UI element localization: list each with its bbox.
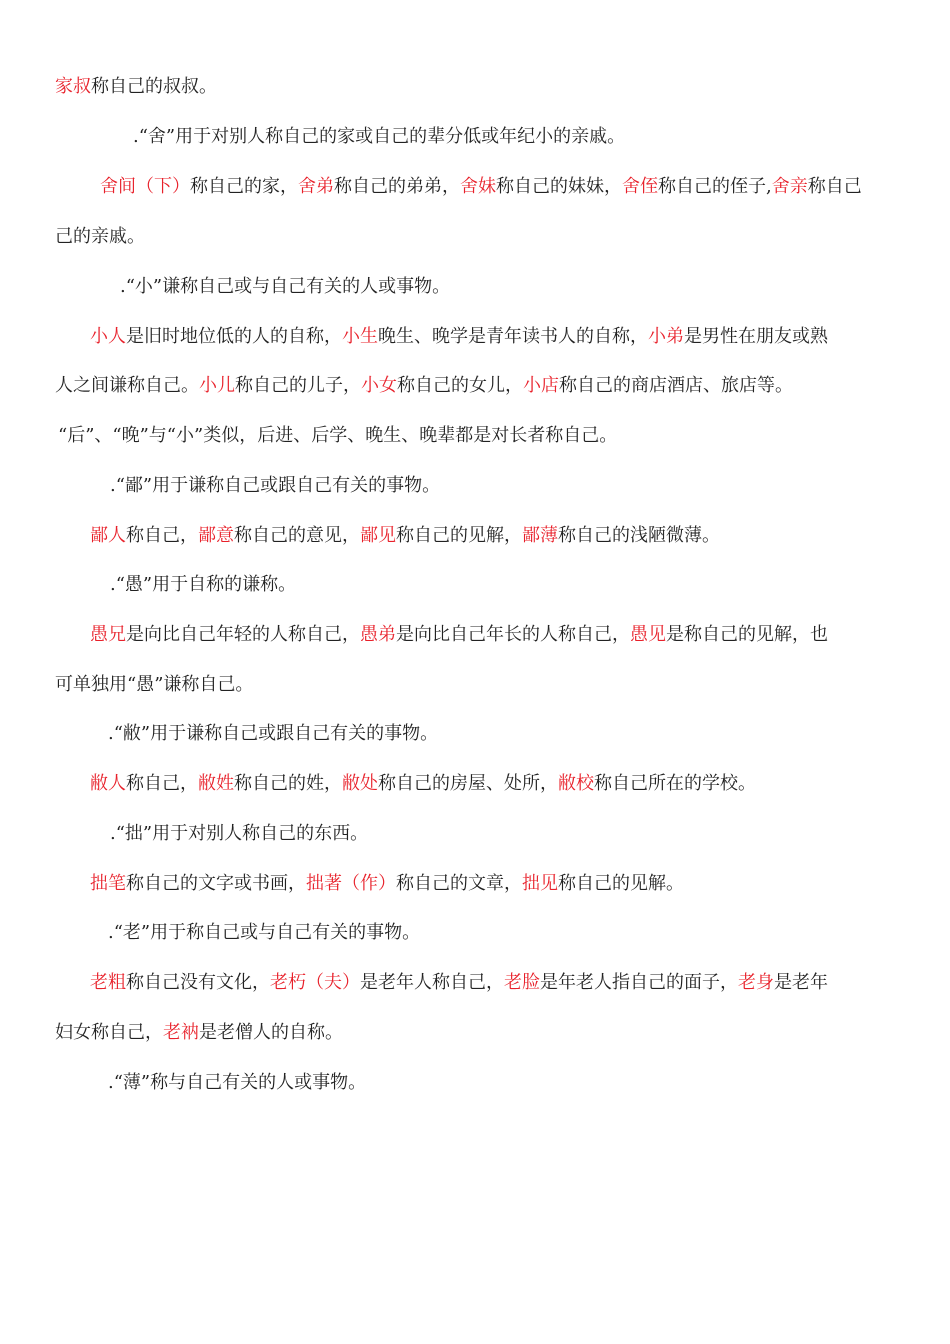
text-segment: 称自己 xyxy=(807,176,862,197)
highlighted-term: 老身 xyxy=(738,972,774,993)
text-segment: 晚生、晚学是青年读书人的自称， xyxy=(378,326,648,347)
text-segment: .“拙”用于对别人称自己的东西。 xyxy=(110,823,369,844)
highlighted-term: 小店 xyxy=(523,375,559,396)
text-segment: .“老”用于称自己或与自己有关的事物。 xyxy=(108,922,421,943)
text-segment: 是老年人称自己， xyxy=(360,972,504,993)
highlighted-term: 敝处 xyxy=(342,773,378,794)
text-segment: 称自己的叔叔。 xyxy=(91,76,217,97)
text-line xyxy=(0,673,950,697)
text-segment: 人之间谦称自己。 xyxy=(55,375,199,396)
highlighted-term: 鄙意 xyxy=(198,525,234,546)
highlighted-term: 敝人 xyxy=(90,773,126,794)
highlighted-term: 舍弟 xyxy=(298,176,334,197)
text-segment: 妇女称自己， xyxy=(55,1022,163,1043)
text-line xyxy=(0,1021,950,1045)
text-segment: 是向比自己年轻的人称自己， xyxy=(126,624,360,645)
highlighted-term: 舍侄 xyxy=(622,176,658,197)
highlighted-term: 敝姓 xyxy=(198,773,234,794)
text-line xyxy=(0,175,950,199)
text-line xyxy=(0,125,950,149)
text-line xyxy=(0,623,950,647)
text-segment: 称自己的女儿， xyxy=(397,375,523,396)
highlighted-term: 鄙人 xyxy=(90,525,126,546)
text-segment: 称自己的意见， xyxy=(234,525,360,546)
highlighted-term: 舍间（下） xyxy=(100,176,190,197)
text-segment: 称自己的见解， xyxy=(396,525,522,546)
highlighted-term: 愚兄 xyxy=(90,624,126,645)
text-segment: 称自己没有文化， xyxy=(126,972,270,993)
text-segment: 称自己的房屋、处所， xyxy=(378,773,558,794)
text-segment: “后”、“晚”与“小”类似，后进、后学、晚生、晚辈都是对长者称自己。 xyxy=(58,425,618,446)
highlighted-term: 小女 xyxy=(361,375,397,396)
highlighted-term: 老衲 xyxy=(163,1022,199,1043)
text-line xyxy=(0,225,950,249)
text-segment: 称自己的妹妹， xyxy=(496,176,622,197)
text-segment: 可单独用“愚”谦称自己。 xyxy=(55,674,254,695)
text-line xyxy=(0,1071,950,1095)
text-line xyxy=(0,275,950,299)
text-line xyxy=(0,424,950,448)
highlighted-term: 小生 xyxy=(342,326,378,347)
text-line xyxy=(0,822,950,846)
text-segment: .“鄙”用于谦称自己或跟自己有关的事物。 xyxy=(110,475,441,496)
highlighted-term: 拙见 xyxy=(522,873,558,894)
text-line xyxy=(0,722,950,746)
highlighted-term: 老粗 xyxy=(90,972,126,993)
text-line xyxy=(0,573,950,597)
text-segment: 是年老人指自己的面子， xyxy=(540,972,738,993)
highlighted-term: 小儿 xyxy=(199,375,235,396)
highlighted-term: 敝校 xyxy=(558,773,594,794)
text-segment: 己的亲戚。 xyxy=(55,226,145,247)
text-segment: 称自己的弟弟， xyxy=(334,176,460,197)
text-segment: 称自己的文章， xyxy=(396,873,522,894)
text-segment: 是男性在朋友或熟 xyxy=(684,326,828,347)
highlighted-term: 老脸 xyxy=(504,972,540,993)
highlighted-term: 老朽（夫） xyxy=(270,972,360,993)
text-segment: .“愚”用于自称的谦称。 xyxy=(110,574,297,595)
text-segment: 称自己的文字或书画， xyxy=(126,873,306,894)
text-segment: 称自己， xyxy=(126,773,198,794)
text-line xyxy=(0,474,950,498)
highlighted-term: 小人 xyxy=(90,326,126,347)
text-segment: 称自己的侄子, xyxy=(658,176,772,197)
text-segment: 是老年 xyxy=(774,972,828,993)
text-segment: 称自己所在的学校。 xyxy=(594,773,756,794)
text-segment: 称自己的商店酒店、旅店等。 xyxy=(559,375,793,396)
text-segment: 是老僧人的自称。 xyxy=(199,1022,343,1043)
text-line xyxy=(0,325,950,349)
text-segment: 称自己的见解。 xyxy=(558,873,684,894)
text-segment: 称自己的姓， xyxy=(234,773,342,794)
text-line xyxy=(0,75,950,99)
text-line xyxy=(0,971,950,995)
text-segment: 是称自己的见解，也 xyxy=(666,624,828,645)
text-segment: .“小”谦称自己或与自己有关的人或事物。 xyxy=(120,276,451,297)
highlighted-term: 愚见 xyxy=(630,624,666,645)
text-line xyxy=(0,872,950,896)
highlighted-term: 拙笔 xyxy=(90,873,126,894)
highlighted-term: 家叔 xyxy=(55,76,91,97)
highlighted-term: 愚弟 xyxy=(360,624,396,645)
highlighted-term: 鄙见 xyxy=(360,525,396,546)
text-segment: .“薄”称与自己有关的人或事物。 xyxy=(108,1072,367,1093)
highlighted-term: 舍妹 xyxy=(460,176,496,197)
text-line xyxy=(0,772,950,796)
text-line xyxy=(0,374,950,398)
text-segment: 称自己， xyxy=(126,525,198,546)
text-segment: 是旧时地位低的人的自称， xyxy=(126,326,342,347)
highlighted-term: 拙著（作） xyxy=(306,873,396,894)
text-segment: 是向比自己年长的人称自己， xyxy=(396,624,630,645)
text-line xyxy=(0,921,950,945)
text-segment: 称自己的儿子， xyxy=(235,375,361,396)
highlighted-term: 小弟 xyxy=(648,326,684,347)
text-segment: .“舍”用于对别人称自己的家或自己的辈分低或年纪小的亲戚。 xyxy=(133,126,626,147)
highlighted-term: 舍亲 xyxy=(771,176,808,197)
text-segment: 称自己的家， xyxy=(190,176,298,197)
highlighted-term: 鄙薄 xyxy=(522,525,558,546)
text-segment: .“敝”用于谦称自己或跟自己有关的事物。 xyxy=(108,723,439,744)
text-line xyxy=(0,524,950,548)
text-segment: 称自己的浅陋微薄。 xyxy=(558,525,720,546)
